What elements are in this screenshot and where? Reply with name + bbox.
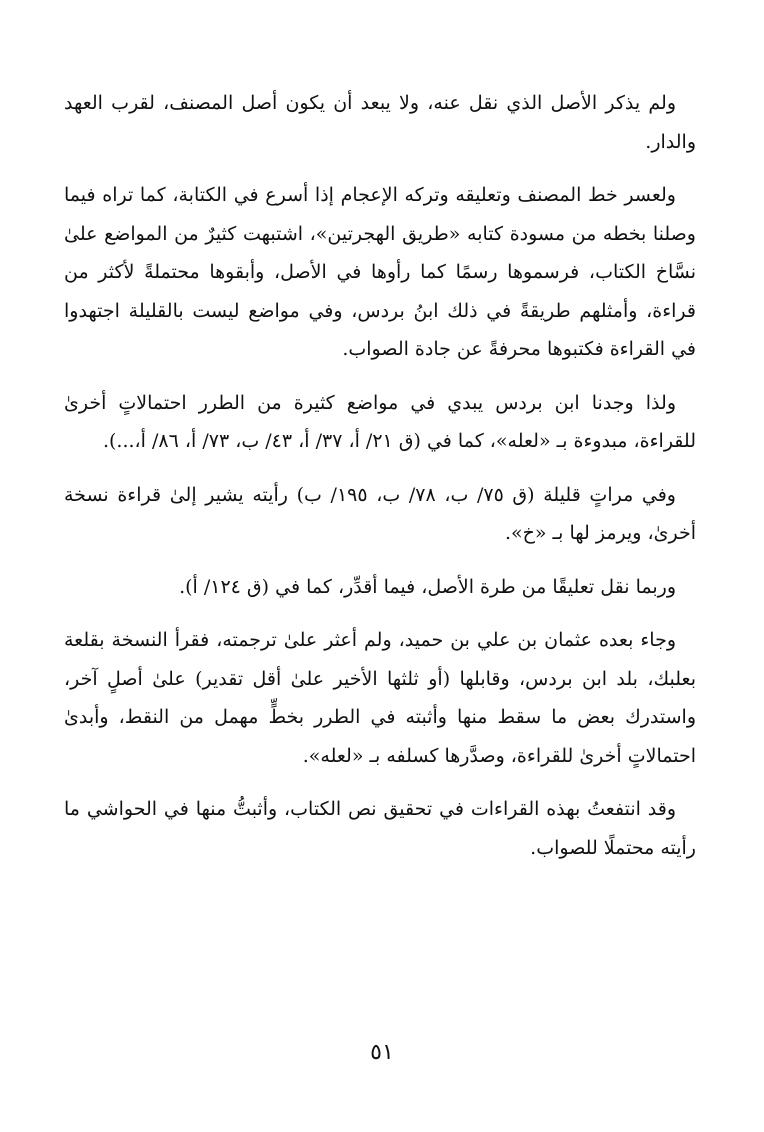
paragraph: وقد انتفعتُ بهذه القراءات في تحقيق نص الكتاب، وأثبتُّ منها في الحواشي ما رأيته محتملًا للصواب.	[64, 798, 696, 859]
paragraph: وجاء بعده عثمان بن علي بن حميد، ولم أعثر علىٰ ترجمته، فقرأ النسخة بقلعة بعلبك، بلد ابن بردس، وقابلها (أو ثلثها الأخير علىٰ أقل تقدير) علىٰ أصلٍ آخر، واستدرك بعض ما سقط منها وأثبته في الطرر بخطٍّ مهمل من النقط، وأبدىٰ احتمالاتٍ أخرىٰ للقراءة، وصدَّرها كسلفه بـ «لعله».	[64, 629, 696, 767]
paragraph: وفي مراتٍ قليلة (ق ٧٥/ ب، ٧٨/ ب، ١٩٥/ ب) رأيته يشير إلىٰ قراءة نسخة أخرىٰ، ويرمز لها بـ «خ».	[64, 483, 696, 544]
body-text	[64, 84, 696, 867]
paragraph: ولم يذكر الأصل الذي نقل عنه، ولا يبعد أن يكون أصل المصنف، لقرب العهد والدار.	[64, 92, 696, 153]
paragraph: ولعسر خط المصنف وتعليقه وتركه الإعجام إذا أسرع في الكتابة، كما تراه فيما وصلنا بخطه من مسودة كتابه «طريق الهجرتين»، اشتبهت كثيرٌ من المواضع علىٰ نسَّاخ الكتاب، فرسموها رسمًا كما رأوها في الأصل، وأبقوها محتملةً لأكثر من قراءة، وأمثلهم طريقةً في ذلك ابنُ بردس، وفي مواضع ليست بالقليلة اجتهدوا في القراءة فكتبوها محرفةً عن جادة الصواب.	[64, 184, 696, 360]
paragraph: وربما نقل تعليقًا من طرة الأصل، فيما أقدِّر، كما في (ق ١٢٤/ أ).	[179, 575, 676, 598]
page-number: ٥١	[370, 1040, 394, 1065]
paragraph: ولذا وجدنا ابن بردس يبدي في مواضع كثيرة من الطرر احتمالاتٍ أخرىٰ للقراءة، مبدوءة بـ «لعله»، كما في (ق ٢١/ أ، ٣٧/ أ، ٤٣/ ب، ٧٣/ أ، ٨٦/ أ،...).	[64, 391, 696, 452]
